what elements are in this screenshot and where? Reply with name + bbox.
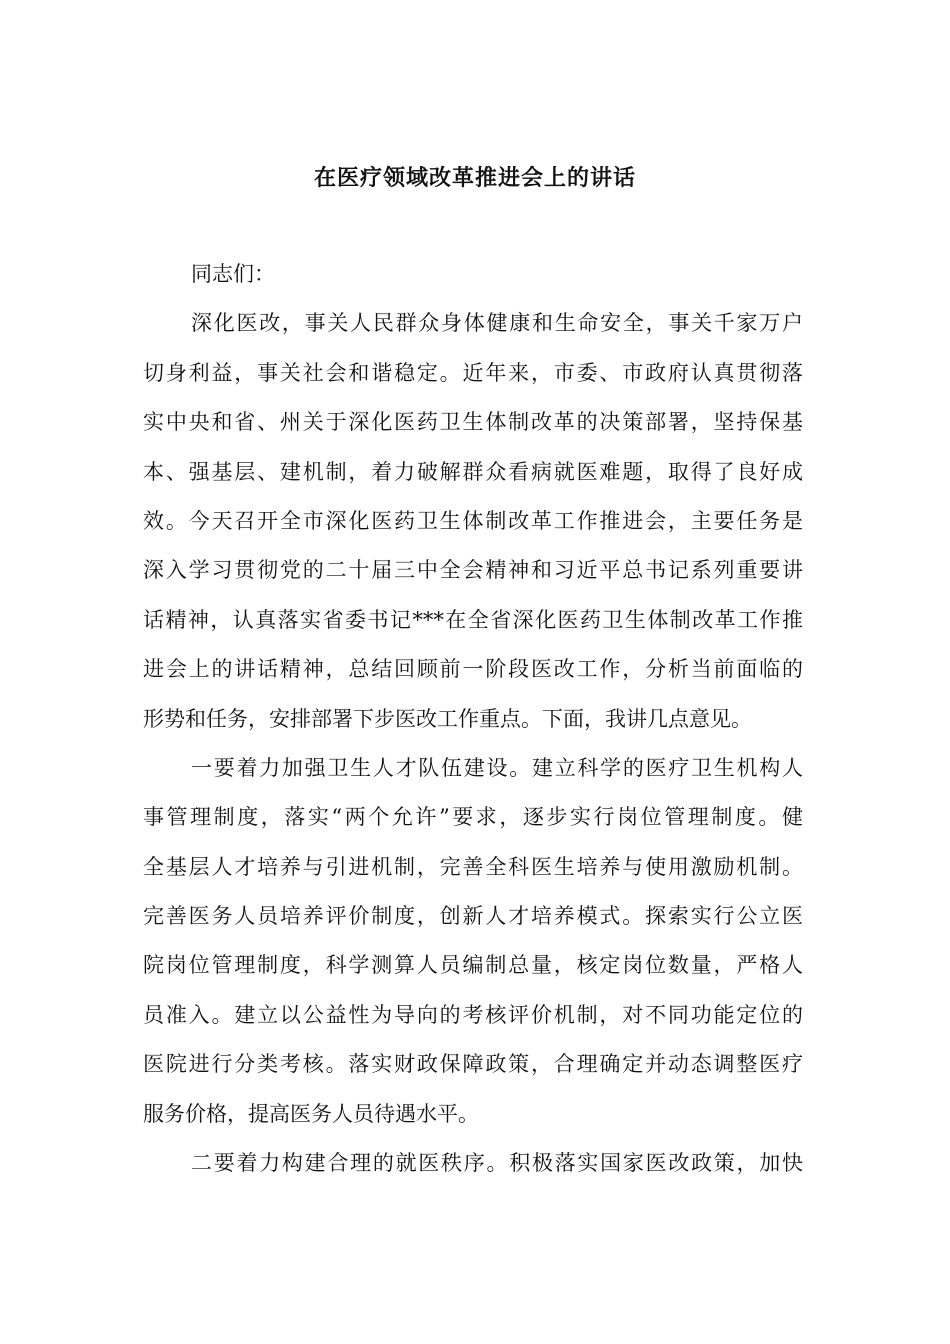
text-line: 进会上的讲话精神，总结回顾前一阶段医改工作，分析当前面临的 — [143, 657, 803, 682]
text-line: 医院进行分类考核。落实财政保障政策，合理确定并动态调整医疗 — [143, 1052, 803, 1077]
text-line: 完善医务人员培养评价制度，创新人才培养模式。探索实行公立医 — [143, 904, 803, 929]
paragraph-salutation — [143, 250, 803, 299]
document-title: 在医疗领域改革推进会上的讲话 — [313, 165, 636, 191]
text-line: 深入学习贯彻党的二十届三中全会精神和习近平总书记系列重要讲 — [143, 558, 803, 583]
text-line: 实中央和省、州关于深化医药卫生体制改革的决策部署，坚持保基 — [143, 410, 803, 435]
text-line: 员准入。建立以公益性为导向的考核评价机制，对不同功能定位的 — [143, 1002, 803, 1027]
text-line: 深化医改，事关人民群众身体健康和生命安全，事关千家万户 — [191, 311, 803, 336]
text-line: 效。今天召开全市深化医药卫生体制改革工作推进会，主要任务是 — [143, 508, 803, 533]
text-line: 本、强基层、建机制，着力破解群众看病就医难题，取得了良好成 — [143, 459, 803, 484]
text-line: 一要着力加强卫生人才队伍建设。建立科学的医疗卫生机构人 — [191, 755, 803, 780]
document-body — [143, 250, 803, 1188]
text-line: 全基层人才培养与引进机制，完善全科医生培养与使用激励机制。 — [143, 854, 803, 879]
paragraph-point-1 — [143, 744, 803, 1139]
text-line: 形势和任务，安排部署下步医改工作重点。下面，我讲几点意见。 — [143, 706, 752, 731]
text-line: 院岗位管理制度，科学测算人员编制总量，核定岗位数量，严格人 — [143, 953, 803, 978]
text-line: 同志们： — [191, 262, 275, 286]
paragraph-intro — [143, 299, 803, 744]
text-line: 二要着力构建合理的就医秩序。积极落实国家医改政策，加快 — [191, 1151, 803, 1176]
text-line: 事管理制度，落实“两个允许”要求，逐步实行岗位管理制度。健 — [143, 805, 803, 830]
paragraph-point-2 — [143, 1139, 803, 1188]
text-line: 话精神，认真落实省委书记***在全省深化医药卫生体制改革工作推 — [143, 607, 803, 632]
text-line: 服务价格，提高医务人员待遇水平。 — [143, 1101, 479, 1126]
text-line: 切身利益，事关社会和谐稳定。近年来，市委、市政府认真贯彻落 — [143, 360, 803, 385]
